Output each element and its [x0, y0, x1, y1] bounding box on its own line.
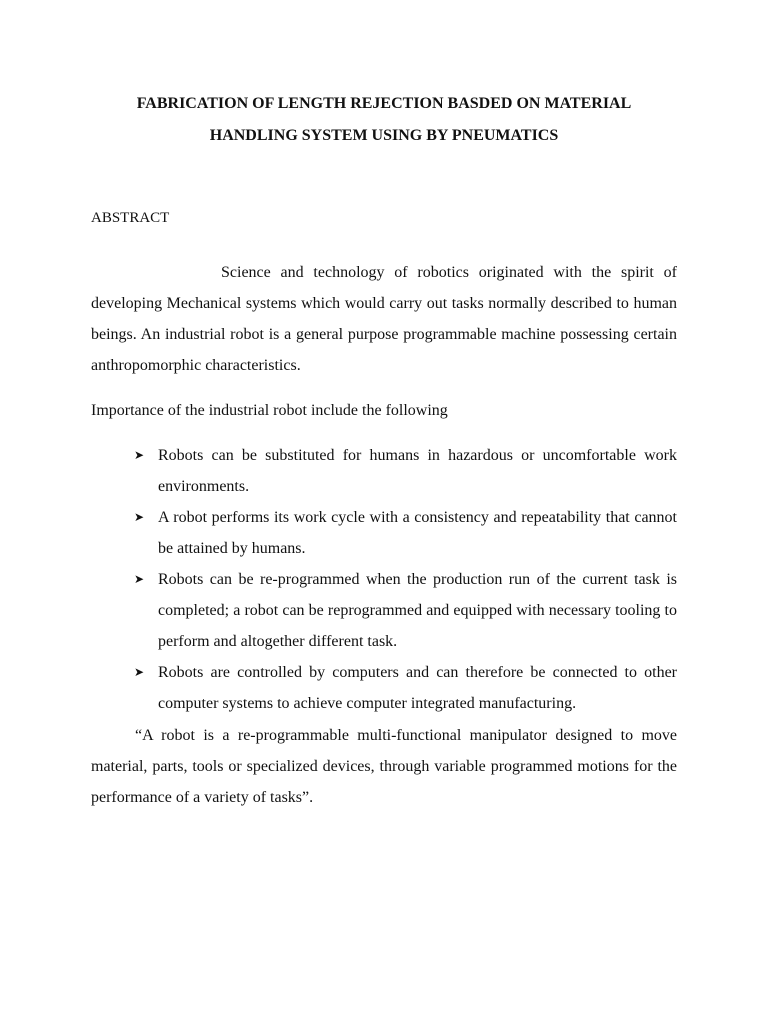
list-item [91, 564, 677, 657]
intro-line: Importance of the industrial robot include the following [91, 402, 448, 419]
arrow-right-icon: ➤ [134, 665, 145, 679]
list-item-text: Robots can be substituted for humans in hazardous or uncomfortable work environments. [158, 447, 677, 495]
list-item [91, 657, 677, 719]
list-item [91, 440, 677, 502]
list-item-text: A robot performs its work cycle with a consistency and repeatability that cannot be attained by humans. [158, 509, 677, 557]
title-line-1: FABRICATION OF LENGTH REJECTION BASDED ON MATERIAL [136, 95, 632, 112]
list-item-text: Robots can be re-programmed when the production run of the current task is completed; a robot can be reprogrammed and equipped with necessary tooling to perform and altogether different task. [158, 571, 677, 650]
abstract-paragraph: Science and technology of robotics originated with the spirit of developing Mechanical systems which would carry out tasks normally described to human beings. An industrial robot is a general purpose programmable machine possessing certain anthropomorphic characteristics. [91, 264, 677, 374]
title-line-2: HANDLING SYSTEM USING BY PNEUMATICS [209, 127, 559, 144]
bullet-list [91, 440, 677, 719]
document-title [60, 88, 708, 152]
arrow-right-icon: ➤ [134, 510, 145, 524]
list-item [91, 502, 677, 564]
list-item-text: Robots are controlled by computers and can therefore be connected to other computer systems to achieve computer integrated manufacturing. [158, 664, 677, 712]
arrow-right-icon: ➤ [134, 448, 145, 462]
arrow-right-icon: ➤ [134, 572, 145, 586]
section-heading: ABSTRACT [91, 210, 170, 226]
quote-paragraph: “A robot is a re-programmable multi-functional manipulator designed to move material, parts, tools or specialized devices, through variable programmed motions for the performance of a variety of tasks”. [91, 727, 677, 806]
